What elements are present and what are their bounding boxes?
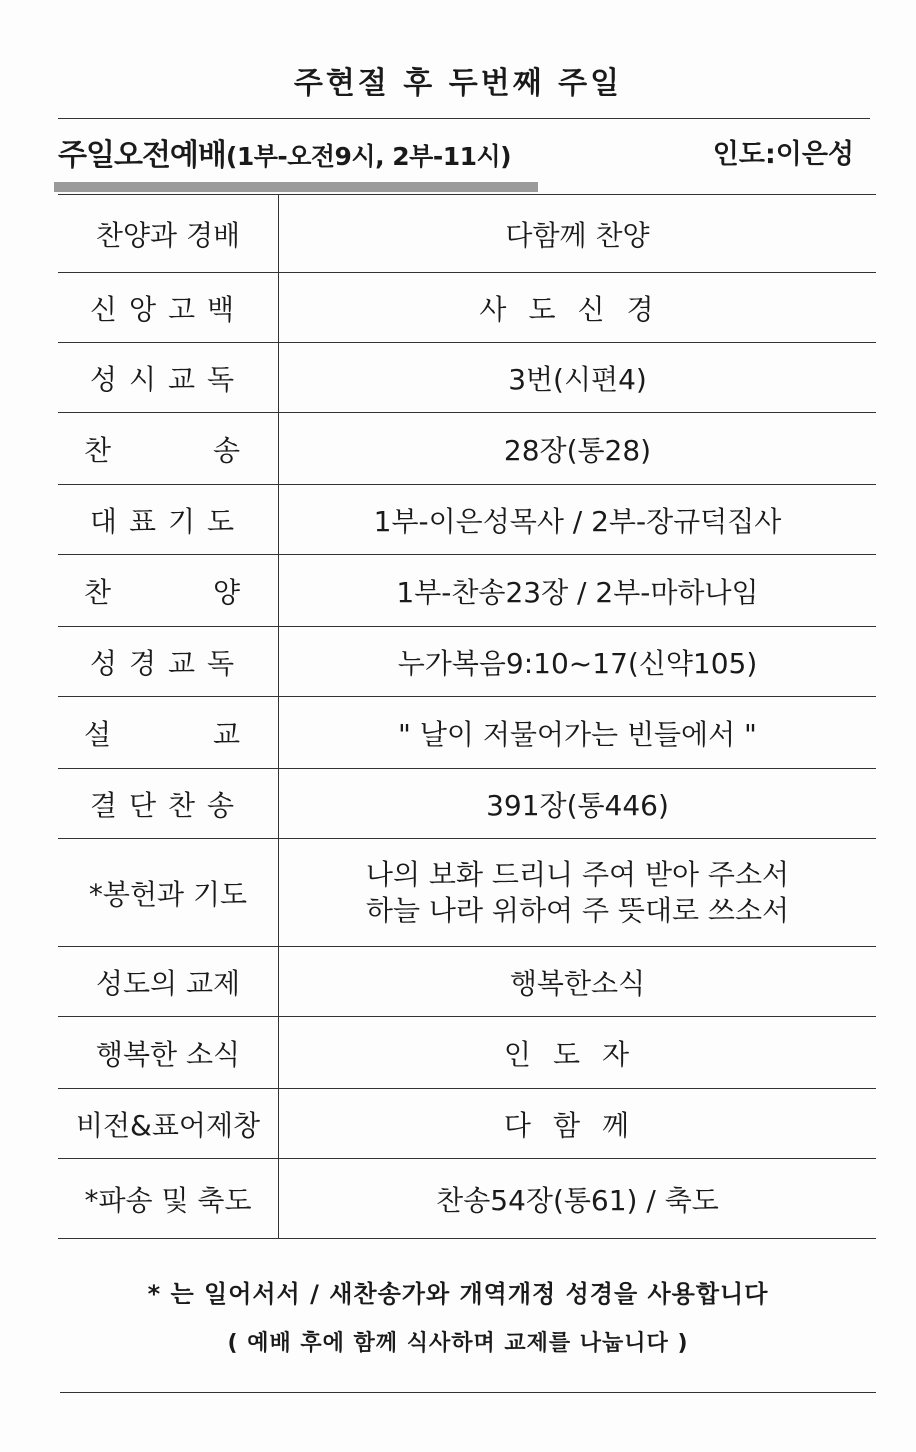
order-label-right: 교 xyxy=(212,717,240,751)
top-divider xyxy=(58,118,870,119)
order-label: 성경교독 xyxy=(58,627,279,697)
order-label-left: 설 xyxy=(84,717,112,751)
header-underline-bar xyxy=(54,182,538,192)
order-value: 3번(시편4) xyxy=(279,343,877,413)
order-value-line: 하늘 나라 위하여 주 뜻대로 쓰소서 xyxy=(365,893,790,927)
order-row xyxy=(58,769,876,839)
order-value: 28장(통28) xyxy=(279,413,877,485)
order-value-multiline xyxy=(279,839,877,947)
order-value: 인도자 xyxy=(279,1017,877,1089)
order-row xyxy=(58,195,876,273)
order-value: 1부-이은성목사 / 2부-장규덕집사 xyxy=(279,485,877,555)
order-value: 1부-찬송23장 / 2부-마하나임 xyxy=(279,555,877,627)
order-label-left: 찬 xyxy=(84,575,112,609)
order-row xyxy=(58,1159,876,1239)
order-row xyxy=(58,627,876,697)
order-row xyxy=(58,555,876,627)
order-label-split xyxy=(58,697,279,769)
order-row xyxy=(58,1089,876,1159)
page-title: 주현절 후 두번째 주일 xyxy=(293,66,623,101)
service-times: (1부-오전9시, 2부-11시) xyxy=(225,142,512,171)
service-name: 주일오전예배 xyxy=(58,138,226,173)
order-row xyxy=(58,697,876,769)
order-value-line: 나의 보화 드리니 주여 받아 주소서 xyxy=(365,857,790,891)
footer-note: * 는 일어서서 / 새찬송가와 개역개정 성경을 사용합니다 xyxy=(147,1280,769,1308)
footer-subnote: ( 예배 후에 함께 식사하며 교제를 나눕니다 ) xyxy=(227,1331,689,1356)
order-label: 결단찬송 xyxy=(58,769,279,839)
order-label: 성도의 교제 xyxy=(58,947,279,1017)
order-label-right: 송 xyxy=(212,433,240,467)
order-row xyxy=(58,413,876,485)
order-value: 사도신경 xyxy=(279,273,877,343)
order-label: 비전&표어제창 xyxy=(58,1089,279,1159)
order-label-split xyxy=(58,413,279,485)
order-label: 행복한 소식 xyxy=(58,1017,279,1089)
order-row xyxy=(58,1017,876,1089)
order-row xyxy=(58,485,876,555)
order-label-split xyxy=(58,555,279,627)
service-header xyxy=(58,130,870,174)
order-label: 신앙고백 xyxy=(58,273,279,343)
order-value: 다함께 찬양 xyxy=(279,195,877,273)
order-value: 행복한소식 xyxy=(279,947,877,1017)
order-label-right: 양 xyxy=(212,575,240,609)
order-row xyxy=(58,947,876,1017)
order-value: 찬송54장(통61) / 축도 xyxy=(279,1159,877,1239)
order-row xyxy=(58,839,876,947)
bottom-divider xyxy=(60,1392,876,1393)
order-label: 찬양과 경배 xyxy=(58,195,279,273)
order-label: 성시교독 xyxy=(58,343,279,413)
order-row xyxy=(58,273,876,343)
order-value: 누가복음9:10~17(신약105) xyxy=(279,627,877,697)
order-value: " 날이 저물어가는 빈들에서 " xyxy=(279,697,877,769)
order-row xyxy=(58,343,876,413)
order-label-left: 찬 xyxy=(84,433,112,467)
worship-order-table xyxy=(58,194,876,1239)
order-label: *봉헌과 기도 xyxy=(58,839,279,947)
order-label: 대표기도 xyxy=(58,485,279,555)
order-value: 다함께 xyxy=(279,1089,877,1159)
order-label: *파송 및 축도 xyxy=(58,1159,279,1239)
service-leader: 인도:이은성 xyxy=(712,139,854,170)
service-name-block xyxy=(58,130,511,174)
order-value: 391장(통446) xyxy=(279,769,877,839)
